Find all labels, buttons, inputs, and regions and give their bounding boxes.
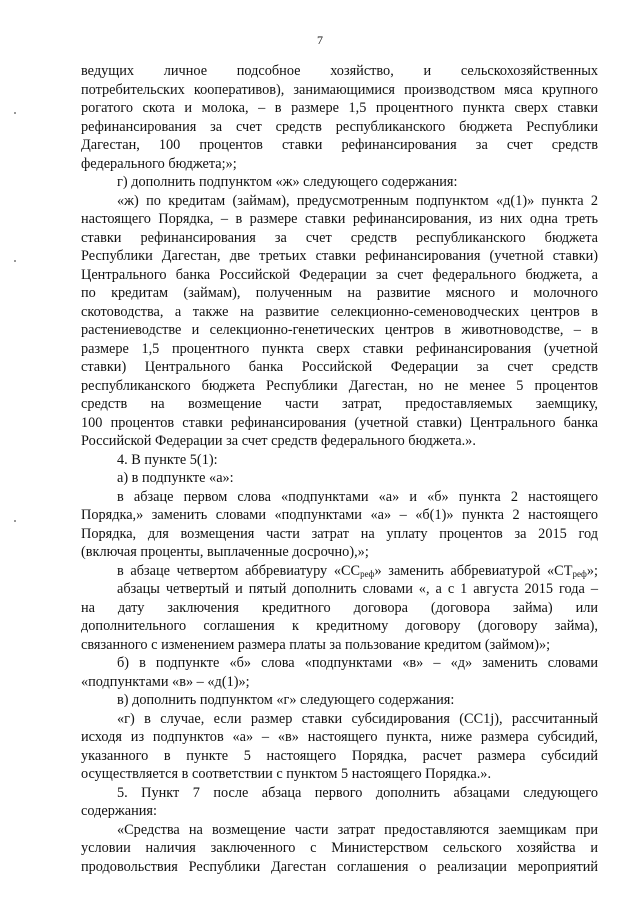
text-line: Российской Федерации за счет средств федерального бюджета.». <box>81 433 476 449</box>
subscript: реф <box>572 568 587 579</box>
text-line: Республики Дагестан, две третьих ставки рефинансирования (учетной ставки) <box>81 248 598 264</box>
text-line: продовольствия Республики Дагестан соглашения о реализации мероприятий <box>81 858 598 875</box>
text-line: Дагестан, 100 процентов ставки рефинансирования за счет средств <box>81 137 598 153</box>
text-line: средств на возмещение части затрат, предоставляемых заемщику, <box>81 396 598 412</box>
text-line: содержания: <box>81 803 157 819</box>
margin-mark <box>14 260 16 262</box>
text-line: а) в подпункте «а»: <box>117 470 234 486</box>
text-line: в) дополнить подпунктом «г» следующего содержания: <box>117 692 455 708</box>
text-line: республиканского бюджета Республики Дагестан, но не менее 5 процентов <box>81 377 598 394</box>
text-line: «Средства на возмещение части затрат предоставляются заемщикам при <box>117 821 598 838</box>
text-line: потребительских кооперативов), занимающимися производством мяса крупного <box>81 81 598 98</box>
margin-mark <box>14 112 16 114</box>
text-line: г) дополнить подпунктом «ж» следующего содержания: <box>117 174 458 190</box>
text-line: рогатого скота и молока, – в размере 1,5 процентного пункта сверх ставки <box>81 100 598 116</box>
text-line: «подпунктами «в» – «д(1)»; <box>81 673 250 690</box>
document-body <box>81 62 598 876</box>
text-line: «г) в случае, если размер ставки субсидирования (СС1j), рассчитанный <box>117 710 598 727</box>
text-line: размере 1,5 процентного пункта сверх ставки рефинансирования (учетной <box>81 340 598 357</box>
text-segment: в абзаце четвертом аббревиатуру «СС <box>117 562 361 579</box>
text-line: ведущих личное подсобное хозяйство, и сельскохозяйственных <box>81 63 598 79</box>
text-line: скотоводства, а также на развитие селекционно-семеноводческих центров в <box>81 303 598 320</box>
text-line: условии наличия заключенного с Министерством сельского хозяйства и <box>81 840 598 856</box>
text-line: на дату заключения кредитного договора (договора займа) или <box>81 599 598 616</box>
text-line: (включая проценты, выплаченные досрочно),»; <box>81 544 369 560</box>
text-line: ставки рефинансирования за счет средств республиканского бюджета <box>81 229 598 246</box>
text-segment: »; <box>586 562 598 579</box>
text-line: «ж) по кредитам (займам), предусмотренным подпунктом «д(1)» пункта 2 <box>117 192 598 209</box>
text-line: настоящего Порядка, – в размере ставки рефинансирования, из них одна треть <box>81 211 598 227</box>
text-line: Порядка, для возмещения части затрат на уплату процентов за 2015 год <box>81 525 598 542</box>
text-line: исходя из подпунктов «а» – «в» настоящего пункта, ниже размера субсидий, <box>81 729 598 745</box>
margin-mark <box>14 520 16 522</box>
text-line: федерального бюджета;»; <box>81 155 237 172</box>
text-line: 4. В пункте 5(1): <box>117 451 218 468</box>
text-line: осуществляется в соответствии с пунктом 5 настоящего Порядка.». <box>81 766 492 782</box>
text-line: в абзаце первом слова «подпунктами «а» и «б» пункта 2 настоящего <box>117 488 598 505</box>
text-line: Порядка,» заменить словами «подпунктами «а» – «б(1)» пункта 2 настоящего <box>81 507 598 523</box>
text-line: связанного с изменением размера платы за пользование кредитом (займом)»; <box>81 636 551 653</box>
text-line: по кредитам (займам), полученным на развитие мясного и молочного <box>81 285 598 301</box>
page-number: 7 <box>317 33 323 47</box>
text-line: указанного в пункте 5 настоящего Порядка, расчет размера субсидий <box>81 747 598 764</box>
subscript: реф <box>360 568 375 579</box>
text-line <box>81 562 598 581</box>
text-line: абзацы четвертый и пятый дополнить словами «, а с 1 августа 2015 года – <box>117 581 598 597</box>
text-line: рефинансирования за счет средств республиканского бюджета Республики <box>81 118 598 135</box>
text-line: ставки) Центрального банка Российской Федерации за счет средств <box>81 359 598 375</box>
text-line: 100 процентов ставки рефинансирования (учетной ставки) Центрального банка <box>81 414 598 431</box>
text-line: б) в подпункте «б» слова «подпунктами «в» – «д» заменить словами <box>117 655 598 671</box>
text-line: 5. Пункт 7 после абзаца первого дополнить абзацами следующего <box>117 784 598 801</box>
text-line: Центрального банка Российской Федерации за счет федерального бюджета, а <box>81 266 598 283</box>
text-line: дополнительного соглашения к кредитному договору (договору займа), <box>81 618 598 634</box>
text-line: растениеводстве и селекционно-генетических центров в животноводстве, – в <box>81 322 598 338</box>
text-segment: » заменить аббревиатурой «СТ <box>374 562 573 579</box>
